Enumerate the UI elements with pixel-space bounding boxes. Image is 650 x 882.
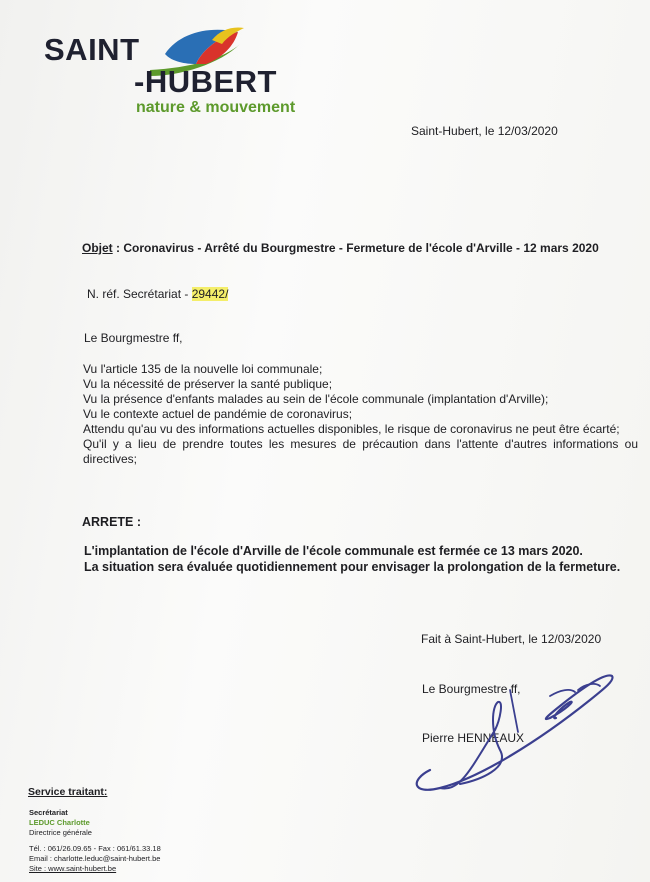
service-label: Service traitant:	[28, 786, 108, 798]
footer-site: Site : www.saint-hubert.be	[29, 864, 117, 873]
footer-contact-title: Directrice générale	[29, 828, 92, 837]
decision-line-1: L'implantation de l'école d'Arville de l'école communale est fermée ce 13 mars 2020.	[84, 544, 583, 558]
subject-line	[82, 240, 602, 256]
considerant-item: Qu'il y a lieu de prendre toutes les mesures de précaution dans l'attente d'autres informations ou directives;	[83, 437, 638, 466]
signatory-role: Le Bourgmestre ff,	[422, 682, 521, 696]
footer-contact	[29, 808, 161, 874]
reference-number-text: 29442	[191, 287, 226, 301]
signatory-name: Pierre HENNEAUX	[422, 731, 525, 745]
handwritten-signature	[400, 660, 630, 800]
subject-label: Objet	[82, 241, 113, 255]
reference-line	[87, 287, 228, 301]
footer-contact-name: LEDUC Charlotte	[29, 818, 90, 827]
logo-tagline: nature & mouvement	[136, 99, 296, 116]
considerant-item: Vu le contexte actuel de pandémie de coronavirus;	[83, 407, 353, 421]
considerant-item: Vu la nécessité de préserver la santé publique;	[83, 377, 333, 391]
header-place-date: Saint-Hubert, le 12/03/2020	[411, 124, 558, 138]
municipality-logo	[40, 22, 320, 122]
decision-line-2: La situation sera évaluée quotidiennement pour envisager la prolongation de la fermeture.	[84, 560, 621, 574]
decision-text	[84, 543, 640, 575]
logo-text-saint: SAINT	[44, 32, 140, 67]
footer-department: Secrétariat	[29, 808, 68, 817]
subject-text: : Coronavirus - Arrêté du Bourgmestre - Fermeture de l'école d'Arville - 12 mars 2020	[112, 241, 599, 255]
greeting: Le Bourgmestre ff,	[84, 331, 183, 345]
closing-place-date: Fait à Saint-Hubert, le 12/03/2020	[421, 632, 602, 646]
considerant-item: Vu la présence d'enfants malades au sein de l'école communale (implantation d'Arville);	[83, 392, 549, 406]
footer-email: Email : charlotte.leduc@saint-hubert.be	[29, 854, 161, 863]
considerant-item: Vu l'article 135 de la nouvelle loi communale;	[83, 362, 323, 376]
considerants-list	[83, 362, 638, 467]
footer-phone: Tél. : 061/26.09.65 - Fax : 061/61.33.18	[29, 844, 161, 853]
logo-text-hubert: -HUBERT	[134, 64, 277, 99]
considerant-item: Attendu qu'au vu des informations actuelles disponibles, le risque de coronavirus ne peut être écarté;	[83, 422, 620, 436]
decision-heading: ARRETE :	[82, 515, 142, 529]
reference-mark: /	[225, 287, 229, 301]
reference-number	[192, 287, 229, 301]
reference-label: N. réf. Secrétariat -	[87, 287, 192, 301]
